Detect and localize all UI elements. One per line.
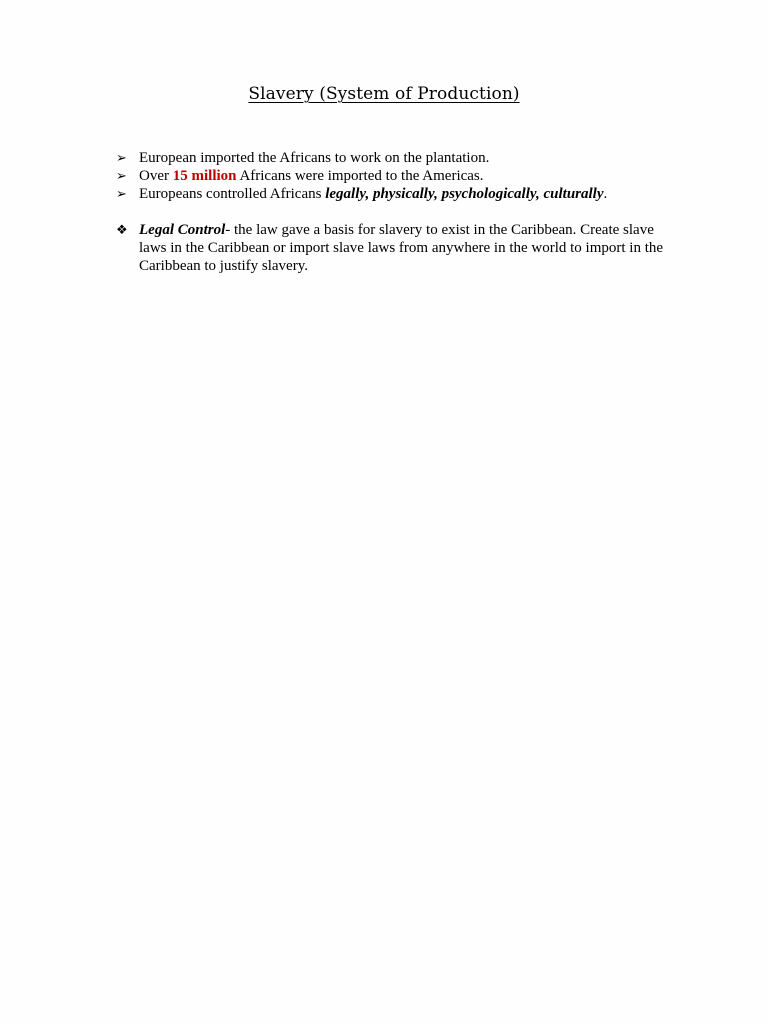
bullet-list xyxy=(116,149,676,203)
bullet-text-before: Europeans controlled Africans xyxy=(139,186,326,202)
document-title: Slavery (System of Production) xyxy=(248,84,520,104)
four-diamond-bullet-icon: ❖ xyxy=(116,222,128,237)
emphasized-text: legally, physically, psychologically, culturally xyxy=(325,186,604,202)
bullet-text-before: Over xyxy=(139,168,173,184)
highlighted-figure: 15 million xyxy=(172,168,237,184)
arrowhead-bullet-icon: ➢ xyxy=(116,168,127,183)
definition-text: - the law gave a basis for slavery to exist in the Caribbean. Create slave laws in the Caribbean or import slave laws from anywhere in the world to import in the Caribbean to justify slavery. xyxy=(139,222,664,274)
bullet-text-after: . xyxy=(603,186,608,202)
arrowhead-bullet-icon: ➢ xyxy=(116,150,127,165)
definition-list xyxy=(116,221,676,275)
list-item xyxy=(116,149,676,167)
list-item xyxy=(116,221,676,275)
bullet-text: European imported the Africans to work on the plantation. xyxy=(139,150,490,166)
definition-term: Legal Control xyxy=(139,222,226,238)
arrowhead-bullet-icon: ➢ xyxy=(116,186,127,201)
list-item xyxy=(116,167,676,185)
list-item xyxy=(116,185,676,203)
bullet-text-after: Africans were imported to the Americas. xyxy=(236,168,484,184)
